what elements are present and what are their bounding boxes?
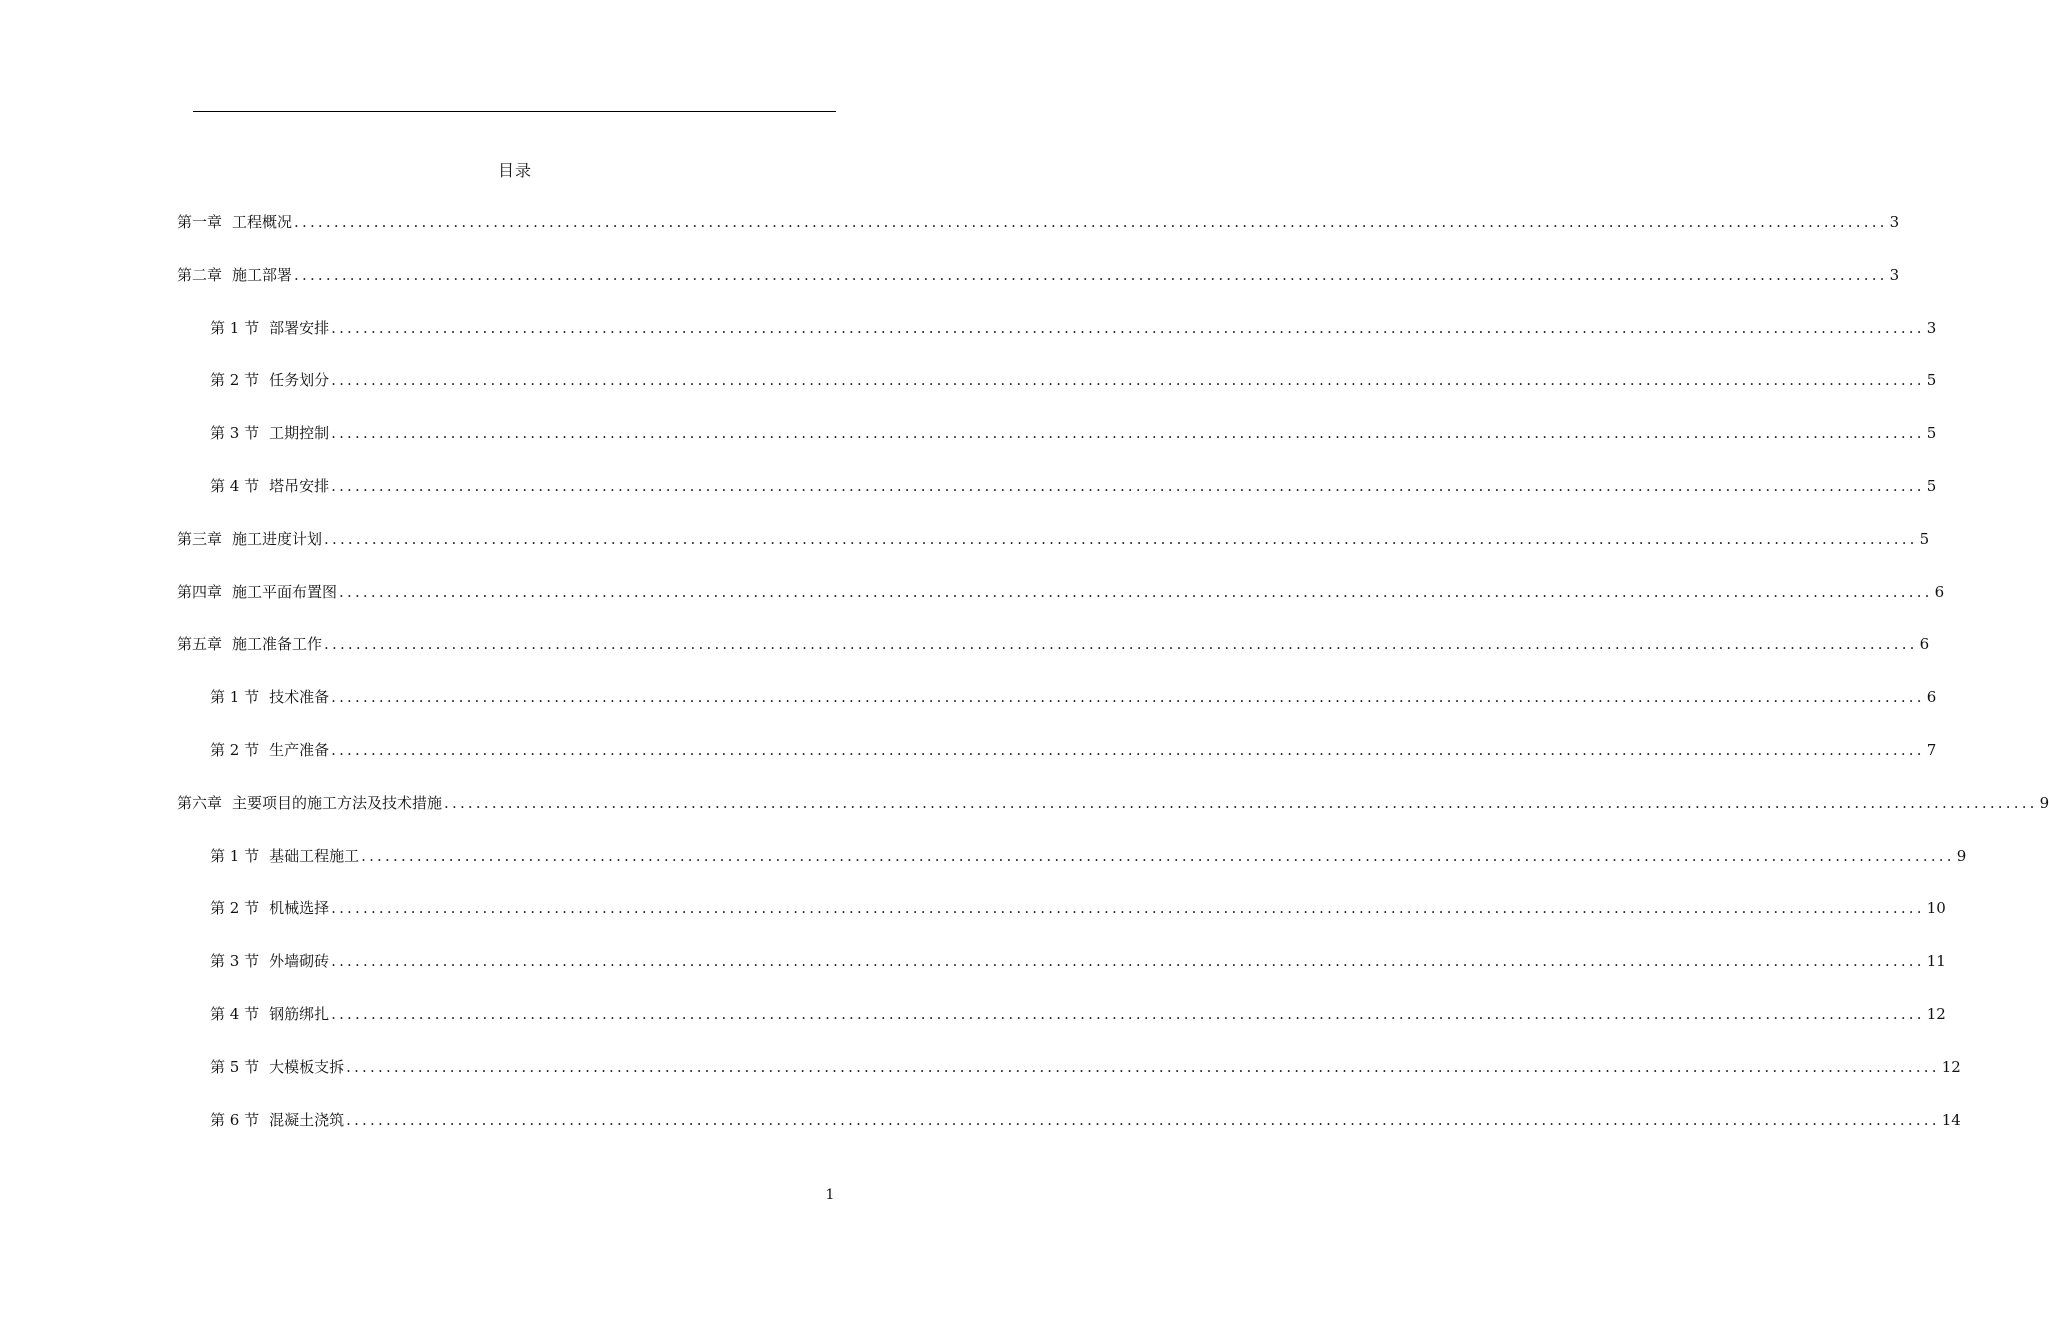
toc-entry-page: 6	[1926, 688, 1937, 706]
toc-entry-title: 大模板支拆	[269, 1058, 345, 1076]
toc-leader-dots: ........................................................................................................................................................................................................	[331, 424, 1925, 442]
page-number: 1	[825, 1187, 835, 1203]
toc-entry[interactable]	[210, 949, 1946, 973]
toc-entry-page: 5	[1919, 530, 1930, 548]
toc-entry-number: 第 2 节	[210, 371, 260, 389]
toc-entry[interactable]	[177, 632, 1930, 656]
toc-entry-title: 工期控制	[269, 424, 330, 442]
toc-entry[interactable]	[177, 210, 1900, 234]
toc-leader-dots: ........................................................................................................................................................................................................	[331, 477, 1925, 495]
toc-entry-number: 第 1 节	[210, 688, 260, 706]
toc-leader-dots: ........................................................................................................................................................................................................	[331, 741, 1925, 759]
toc-leader-dots: ........................................................................................................................................................................................................	[294, 266, 1888, 284]
toc-leader-dots: ........................................................................................................................................................................................................	[324, 635, 1918, 653]
toc-entry-page: 3	[1926, 319, 1937, 337]
toc-entry[interactable]	[177, 263, 1900, 287]
toc-entry-page: 9	[1956, 847, 1967, 865]
toc-leader-dots: ........................................................................................................................................................................................................	[331, 899, 1925, 917]
toc-entry-page: 5	[1926, 477, 1937, 495]
toc-entry-number: 第 2 节	[210, 899, 260, 917]
toc-entry-title: 施工平面布置图	[232, 583, 338, 601]
toc-entry-title: 任务划分	[269, 371, 330, 389]
toc-entry-title: 生产准备	[269, 741, 330, 759]
toc-leader-dots: ........................................................................................................................................................................................................	[331, 371, 1925, 389]
toc-entry-number: 第 3 节	[210, 952, 260, 970]
toc-leader-dots: ........................................................................................................................................................................................................	[331, 1005, 1925, 1023]
toc-entry-number: 第四章	[177, 583, 223, 601]
toc-entry[interactable]	[210, 738, 1937, 762]
toc-entry-page: 3	[1889, 213, 1900, 231]
toc-entry-title: 钢筋绑扎	[269, 1005, 330, 1023]
toc-entry-page: 12	[1941, 1058, 1961, 1076]
toc-entry-page: 6	[1919, 635, 1930, 653]
toc-leader-dots: ........................................................................................................................................................................................................	[331, 319, 1925, 337]
toc-leader-dots: ........................................................................................................................................................................................................	[331, 952, 1925, 970]
toc-entry[interactable]	[177, 791, 2049, 815]
toc-title: 目录	[497, 161, 532, 180]
toc-entry[interactable]	[210, 368, 1937, 392]
toc-entry[interactable]	[210, 844, 1967, 868]
toc-entry-title: 混凝土浇筑	[269, 1111, 345, 1129]
toc-entry[interactable]	[210, 1002, 1946, 1026]
toc-entry-title: 施工部署	[232, 266, 293, 284]
toc-entry-number: 第 1 节	[210, 319, 260, 337]
toc-entry-page: 11	[1926, 952, 1946, 970]
toc-entry-number: 第二章	[177, 266, 223, 284]
toc-entry-number: 第 6 节	[210, 1111, 260, 1129]
toc-entry-number: 第三章	[177, 530, 223, 548]
toc-entry-page: 9	[2039, 794, 2049, 812]
toc-entry-title: 塔吊安排	[269, 477, 330, 495]
toc-leader-dots: ........................................................................................................................................................................................................	[331, 688, 1925, 706]
toc-entry[interactable]	[210, 474, 1937, 498]
toc-entry-title: 施工准备工作	[232, 635, 323, 653]
toc-entry-title: 基础工程施工	[269, 847, 360, 865]
toc-entry[interactable]	[177, 527, 1930, 551]
toc-entry-page: 5	[1926, 424, 1937, 442]
toc-entry[interactable]	[210, 316, 1937, 340]
toc-entry-title: 施工进度计划	[232, 530, 323, 548]
toc-leader-dots: ........................................................................................................................................................................................................	[339, 583, 1933, 601]
toc-entry-number: 第 4 节	[210, 1005, 260, 1023]
toc-entry-page: 12	[1926, 1005, 1946, 1023]
toc-entry-number: 第六章	[177, 794, 223, 812]
toc-entry-title: 技术准备	[269, 688, 330, 706]
toc-entry-title: 机械选择	[269, 899, 330, 917]
toc-entry-page: 6	[1934, 583, 1945, 601]
header-rule	[193, 111, 836, 112]
toc-entry-page: 7	[1926, 741, 1937, 759]
toc-leader-dots: ........................................................................................................................................................................................................	[294, 213, 1888, 231]
toc-leader-dots: ........................................................................................................................................................................................................	[324, 530, 1918, 548]
toc-entry-title: 主要项目的施工方法及技术措施	[232, 794, 443, 812]
toc-entry[interactable]	[210, 896, 1946, 920]
toc-entry-page: 10	[1926, 899, 1946, 917]
toc-entry[interactable]	[210, 685, 1937, 709]
toc-entry-title: 工程概况	[232, 213, 293, 231]
toc-entry-number: 第 3 节	[210, 424, 260, 442]
toc-leader-dots: ........................................................................................................................................................................................................	[346, 1058, 1940, 1076]
toc-entry[interactable]	[210, 1055, 1961, 1079]
toc-entry-number: 第 5 节	[210, 1058, 260, 1076]
toc-entry-number: 第 2 节	[210, 741, 260, 759]
toc-entry-page: 5	[1926, 371, 1937, 389]
toc-entry-title: 部署安排	[269, 319, 330, 337]
toc-leader-dots: ........................................................................................................................................................................................................	[361, 847, 1955, 865]
toc-leader-dots: ........................................................................................................................................................................................................	[444, 794, 2038, 812]
toc-entry-number: 第 1 节	[210, 847, 260, 865]
toc-entry[interactable]	[210, 421, 1937, 445]
toc-entry-title: 外墙砌砖	[269, 952, 330, 970]
toc-entry[interactable]	[210, 1108, 1961, 1132]
toc-entry-number: 第一章	[177, 213, 223, 231]
toc-entry-number: 第五章	[177, 635, 223, 653]
toc-entry-page: 14	[1941, 1111, 1961, 1129]
toc-entry-number: 第 4 节	[210, 477, 260, 495]
toc-entry-page: 3	[1889, 266, 1900, 284]
toc-entry[interactable]	[177, 580, 1945, 604]
toc-leader-dots: ........................................................................................................................................................................................................	[346, 1111, 1940, 1129]
